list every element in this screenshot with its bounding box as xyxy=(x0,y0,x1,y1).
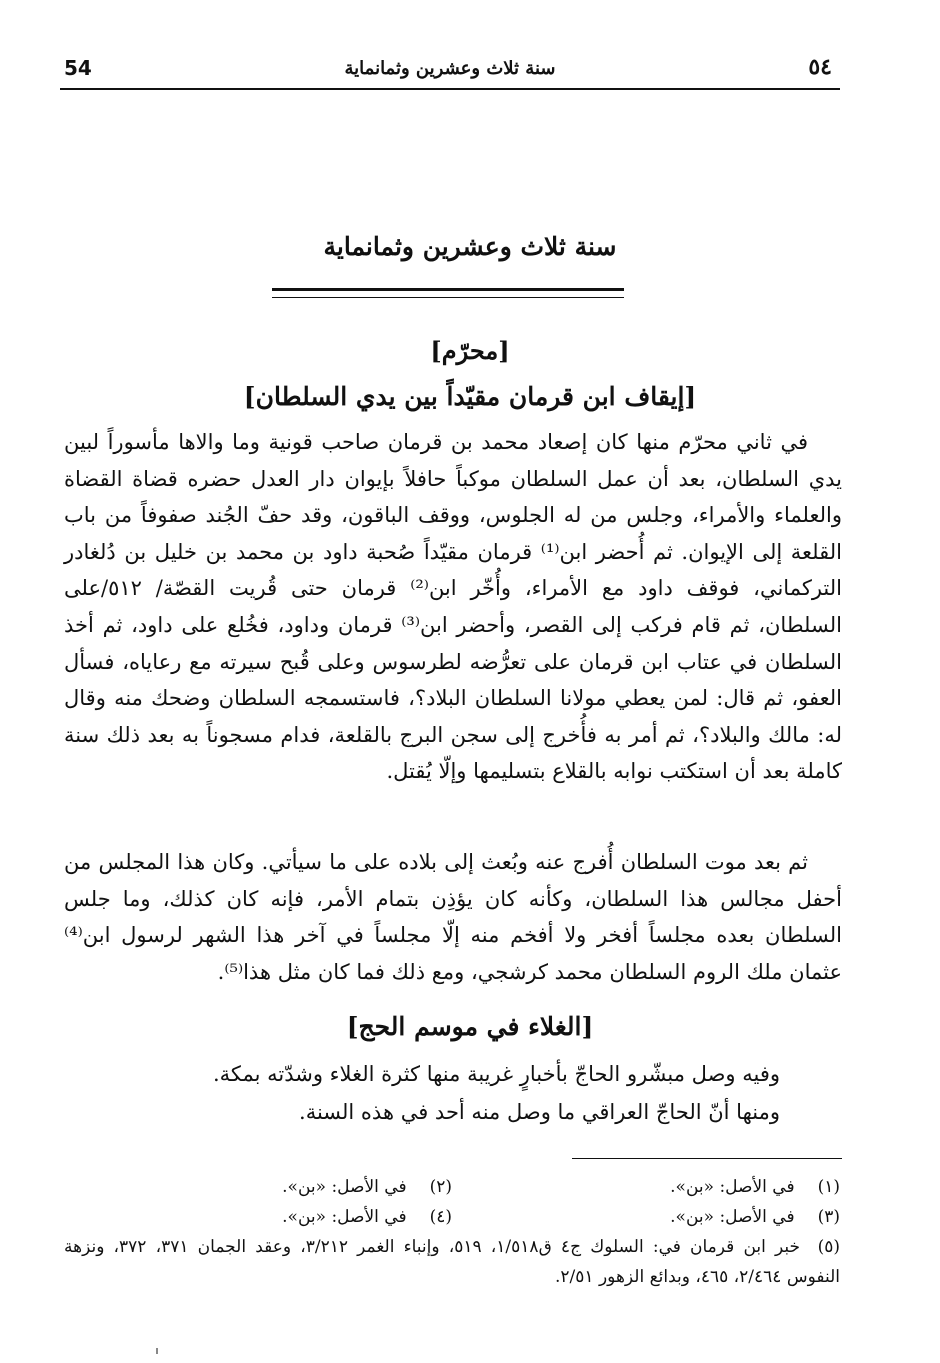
running-header xyxy=(60,52,840,90)
scan-mark xyxy=(156,1348,158,1354)
section-heading-hajj-prices: [الغلاء في موسم الحج] xyxy=(346,1012,594,1041)
footnote-separator xyxy=(572,1158,842,1159)
footnote-text: في الأصل: «بن». xyxy=(670,1177,795,1197)
month-heading: [محرّم] xyxy=(430,336,510,365)
hajj-line-1: وفيه وصل مبشّرو الحاجّ بأخبارٍ غريبة منها كثرة الغلاء وشدّته بمكة. xyxy=(212,1062,780,1086)
footnotes xyxy=(64,1172,840,1292)
paragraph-ibn-qarman: في ثاني محرّم منها كان إصعاد محمد بن قرمان صاحب قونية وما والاها مأسوراً لبين يدي السلطان، بعد أن عمل السلطان موكباً حافلاً بإيوان دار العدل حضره قضاة القضاة والعلماء والأمراء، وجلس من له الجلوس، ووقف الباقون، وقد حفّ الجُند صفوفاً من باب القلعة إلى الإيوان. ثم أُحضر ابن⁽¹⁾ قرمان مقيّداً صُحبة داود بن محمد بن خليل بن دُلغادر التركماني، فوقف داود مع الأمراء، وأُخّر ابن⁽²⁾ قرمان حتى قُريت القصّة/ ٥١٢/على السلطان، ثم قام فركب إلى القصر، وأحضر ابن⁽³⁾ قرمان وداود، فخُلع على داود، ثم أخذ السلطان في عتاب ابن قرمان على تعرُّضه لطرسوس وعلى قُبح سيرته مع رعاياه، فسأل العفو، ثم قال: لمن يعطي مولانا السلطان البلاد؟، فاستسمجه السلطان وضحك منه وقال له: مالك والبلاد؟، ثم أمر به فأُخرج إلى سجن البرج بالقلعة، فدام مسجوناً به بعد ذلك سنة كاملة بعد أن استكتب نوابه بالقلاع بتسليمها وإلّا يُقتل. xyxy=(64,430,843,784)
footnote-number: (٣) xyxy=(817,1207,840,1227)
footnote-row xyxy=(64,1202,840,1232)
footnote-number: (٢) xyxy=(429,1177,452,1197)
footnote-text: في الأصل: «بن». xyxy=(282,1207,407,1227)
title-double-rule xyxy=(272,288,624,298)
hajj-line-2: ومنها أنّ الحاجّ العراقي ما وصل منه أحد في هذه السنة. xyxy=(299,1100,780,1124)
footnote-row xyxy=(64,1172,840,1202)
footnote-text: في الأصل: «بن». xyxy=(282,1177,407,1197)
page-number-arabic: ٥٤ xyxy=(808,54,832,80)
footnote-4 xyxy=(64,1202,452,1232)
footnote-1 xyxy=(452,1172,840,1202)
paragraph-majlis: ثم بعد موت السلطان أُفرج عنه وبُعث إلى بلاده على ما سيأتي. وكان هذا المجلس من أحفل مجالس هذا السلطان، وكأنه كان يؤذِن بتمام الأمر، فإنه كان كذلك، وما جلس السلطان بعده مجلساً أفخر ولا أفخم منه إلّا مجلساً في آخر هذا الشهر لرسول ابن⁽⁴⁾ عثمان ملك الروم السلطان محمد كرشجي، ومع ذلك فما كان مثل هذا⁽⁵⁾. xyxy=(64,850,842,984)
footnote-2 xyxy=(64,1172,452,1202)
footnote-5 xyxy=(64,1232,840,1292)
footnote-text: في الأصل: «بن». xyxy=(670,1207,795,1227)
chapter-title: سنة ثلاث وعشرين وثمانماية xyxy=(323,232,617,261)
footnote-text: خبر ابن قرمان في: السلوك ج٤ ق١/٥١٨، ٥١٩، وإنباء الغمر ٣/٢١٢، وعقد الجمان ٣٧١، ٣٧٢، ونزهة النفوس ٢/٤٦٤، ٤٦٥، وبدائع الزهور ٢/٥١. xyxy=(64,1237,840,1287)
footnote-number: (١) xyxy=(817,1177,840,1197)
footnote-number: (٥) xyxy=(817,1237,840,1257)
footnote-number: (٤) xyxy=(429,1207,452,1227)
footnote-3 xyxy=(452,1202,840,1232)
section-heading-ibn-qarman: [إيقاف ابن قرمان مقيّداً بين يدي السلطان] xyxy=(243,382,697,411)
running-title: سنة ثلاث وعشرين وثمانماية xyxy=(344,58,556,79)
page-number-latin: 54 xyxy=(64,56,92,80)
